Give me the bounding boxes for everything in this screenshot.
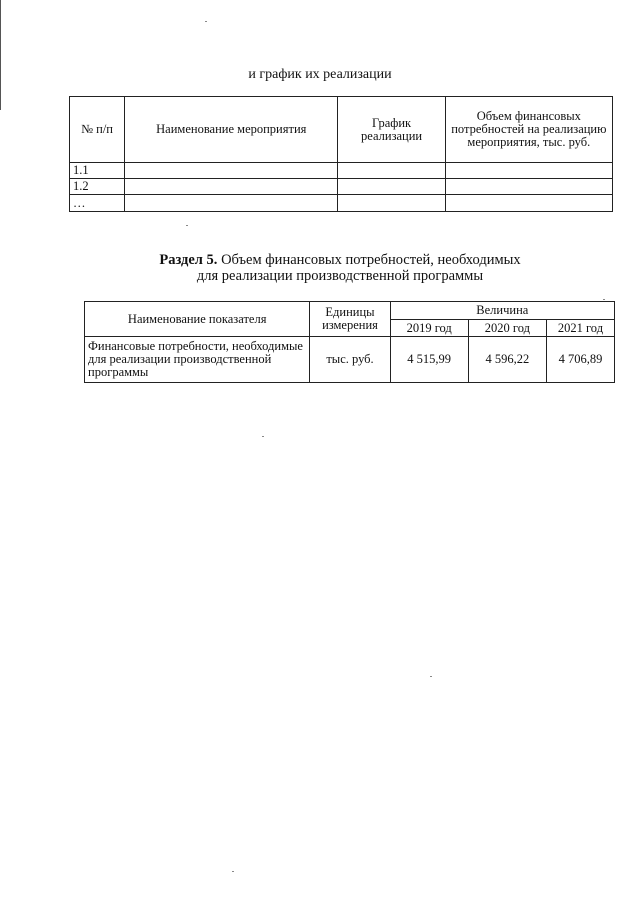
empty-cell xyxy=(338,163,445,179)
row-num: 1.1 xyxy=(70,163,125,179)
header-year: 2020 год xyxy=(468,320,546,337)
row-num: … xyxy=(70,195,125,212)
scan-speck xyxy=(232,871,234,872)
header-num: № п/п xyxy=(70,97,125,163)
financial-needs-table xyxy=(84,301,615,383)
empty-cell xyxy=(125,195,338,212)
empty-cell xyxy=(445,179,612,195)
empty-cell xyxy=(445,195,612,212)
empty-cell xyxy=(338,179,445,195)
table-row xyxy=(70,195,613,212)
value-cell: 4 596,22 xyxy=(468,337,546,383)
unit-cell: тыс. руб. xyxy=(310,337,390,383)
page-heading: и график их реализации xyxy=(248,67,392,82)
header-schedule: График реализации xyxy=(338,97,445,163)
scan-speck xyxy=(205,21,207,22)
scan-speck xyxy=(262,436,264,437)
table-row xyxy=(70,163,613,179)
header-financing: Объем финансовых потребностей на реализацию мероприятия, тыс. руб. xyxy=(445,97,612,163)
value-cell: 4 515,99 xyxy=(390,337,468,383)
section-title-line2: для реализации производственной программы xyxy=(196,268,484,284)
header-value: Величина xyxy=(390,302,614,320)
header-unit: Единицы измерения xyxy=(310,302,390,337)
table-header-row xyxy=(70,97,613,163)
section-title-text: Объем финансовых потребностей, необходимых xyxy=(221,252,521,268)
indicator-cell: Финансовые потребности, необходимые для реализации производственной программы xyxy=(85,337,310,383)
table-header-row xyxy=(85,302,615,320)
empty-cell xyxy=(445,163,612,179)
scan-speck xyxy=(430,676,432,677)
page-edge-line xyxy=(0,0,1,110)
section-title-line1 xyxy=(0,252,640,268)
scan-speck xyxy=(603,299,605,300)
header-year: 2021 год xyxy=(546,320,614,337)
activities-table xyxy=(69,96,613,212)
table-row xyxy=(85,337,615,383)
value-cell: 4 706,89 xyxy=(546,337,614,383)
row-num: 1.2 xyxy=(70,179,125,195)
empty-cell xyxy=(338,195,445,212)
scan-speck xyxy=(186,225,188,226)
table-row xyxy=(70,179,613,195)
section-label: Раздел 5. xyxy=(159,252,218,268)
header-year: 2019 год xyxy=(390,320,468,337)
header-activity-name: Наименование мероприятия xyxy=(125,97,338,163)
empty-cell xyxy=(125,179,338,195)
empty-cell xyxy=(125,163,338,179)
section-title xyxy=(0,252,640,284)
header-indicator: Наименование показателя xyxy=(85,302,310,337)
